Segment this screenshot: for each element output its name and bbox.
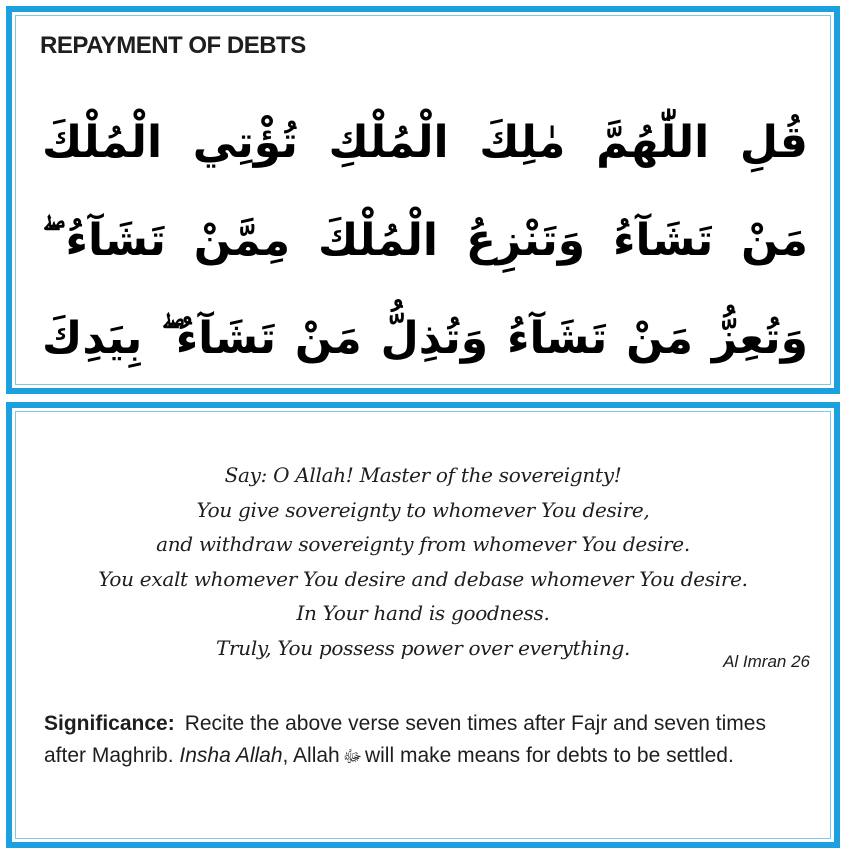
translation-line: Say: O Allah! Master of the sovereignty!	[224, 463, 622, 487]
translation-line: and withdraw sovereignty from whomever You desire.	[156, 532, 690, 556]
significance-label: Significance:	[44, 712, 175, 735]
significance-paragraph	[44, 708, 812, 773]
translation-text	[12, 458, 834, 665]
translation-card	[6, 402, 840, 848]
significance-text: will make means for debts to be settled.	[364, 744, 734, 767]
honorific-symbol: ﷻ	[342, 747, 362, 766]
arabic-verse-text: قُلِ اللّٰهُمَّ مٰلِكَ الْمُلْكِ تُؤْتِي الْمُلْكَ مَنْ تَشَآءُ وَتَنْزِعُ الْمُلْكَ مِمَّنْ تَشَآءُ ۖ وَتُعِزُّ مَنْ تَشَآءُ وَتُذِلُّ مَنْ تَشَآءُ ۖ بِيَدِكَ	[42, 117, 808, 364]
significance-text: Recite the above verse seven times after Fajr and seven times after Maghrib.	[44, 712, 766, 767]
translation-line: Truly, You possess power over everything.	[215, 635, 631, 660]
translation-line: In Your hand is goodness.	[296, 601, 550, 625]
significance-text: , Allah	[282, 744, 340, 767]
arabic-verse-card	[6, 6, 840, 394]
insha-allah-text: Insha Allah	[179, 744, 283, 767]
verse-reference: Al Imran 26	[723, 652, 810, 671]
translation-line: You exalt whomever You desire and debase whomever You desire.	[98, 566, 748, 591]
translation-line: You give sovereignty to whomever You desire,	[196, 497, 650, 522]
card-title: REPAYMENT OF DEBTS	[40, 32, 306, 59]
